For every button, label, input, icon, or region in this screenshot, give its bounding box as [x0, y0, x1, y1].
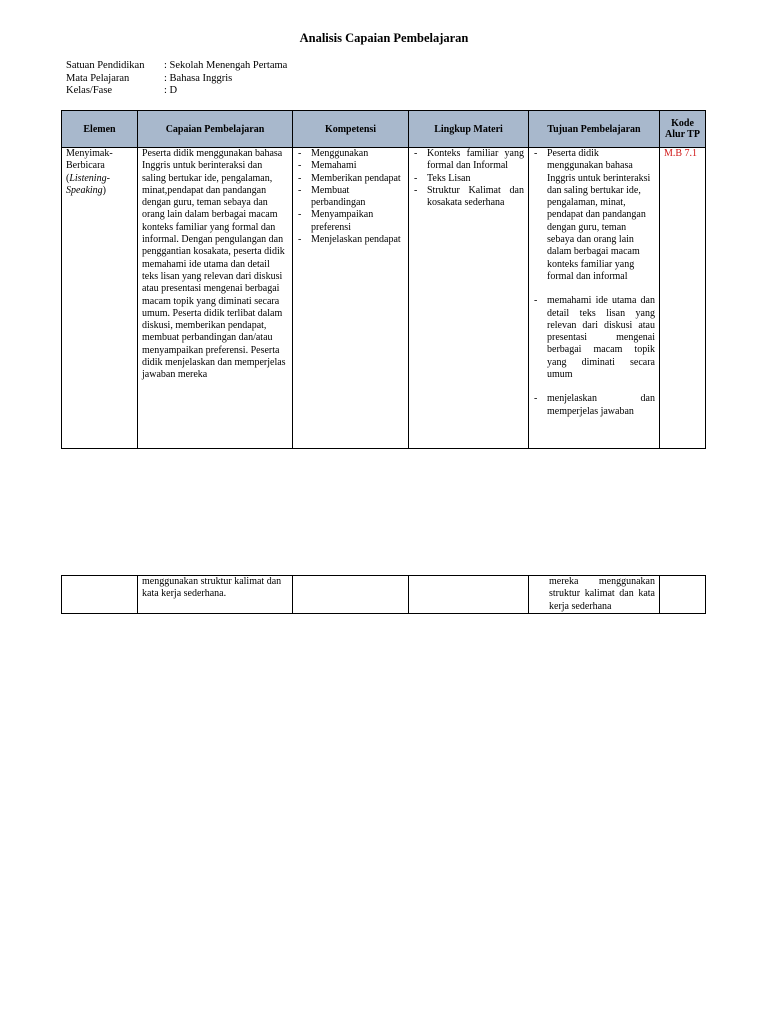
kompetensi-list — [297, 148, 404, 246]
elemen-english: Listening-Speaking — [66, 172, 110, 196]
meta-label: Satuan Pendidikan — [66, 60, 145, 71]
header-lingkup: Lingkup Materi — [409, 111, 529, 148]
meta-row-kelas — [66, 85, 287, 98]
list-item: - Teks Lisan — [413, 173, 524, 185]
meta-row-mapel — [66, 73, 287, 86]
cell-capaian: menggunakan struktur kalimat dan kata kerja sederhana. — [138, 576, 293, 614]
analysis-table — [61, 110, 706, 449]
lingkup-list — [413, 148, 524, 209]
list-item: - Konteks familiar yang formal dan Informal — [413, 148, 524, 173]
list-item: - menjelaskan dan memperjelas jawaban — [533, 393, 655, 418]
meta-label: Kelas/Fase — [66, 85, 113, 97]
header-elemen: Elemen — [62, 111, 138, 148]
list-item: - memahami ide utama dan detail teks lisan yang relevan dari diskusi atau presentasi mengenai berbagai macam topik yang diminati secara umum — [533, 295, 655, 381]
cell-tujuan: mereka menggunakan struktur kalimat dan kata kerja sederhana — [529, 576, 660, 614]
header-tujuan: Tujuan Pembelajaran — [529, 111, 660, 148]
cell-elemen — [62, 148, 138, 449]
table-row — [62, 576, 706, 614]
meta-row-satuan — [66, 60, 287, 73]
page-title: Analisis Capaian Pembelajaran — [299, 31, 469, 45]
meta-value: : Sekolah Menengah Pertama — [164, 60, 288, 71]
meta-value: : D — [164, 85, 178, 97]
meta-value: : Bahasa Inggris — [164, 72, 233, 84]
header-kompetensi: Kompetensi — [293, 111, 409, 148]
cell-kode: M.B 7.1 — [660, 148, 706, 449]
list-item: - Menggunakan — [297, 148, 404, 160]
list-item: - Menyampaikan preferensi — [297, 209, 404, 234]
meta-label: Mata Pelajaran — [66, 72, 130, 84]
tujuan-list — [533, 148, 655, 418]
table-row — [62, 148, 706, 449]
table-header-row — [62, 111, 706, 148]
list-item: - Membuat perbandingan — [297, 185, 404, 210]
cell-kode — [660, 576, 706, 614]
cell-lingkup — [409, 576, 529, 614]
analysis-table-continued — [61, 575, 706, 614]
cell-elemen — [62, 576, 138, 614]
list-item: - Memahami — [297, 160, 404, 172]
cell-tujuan — [529, 148, 660, 449]
cell-lingkup — [409, 148, 529, 449]
list-item: - Menjelaskan pendapat — [297, 234, 404, 246]
header-capaian: Capaian Pembelajaran — [138, 111, 293, 148]
cell-kompetensi — [293, 148, 409, 449]
elemen-paren: ( — [66, 172, 70, 184]
cell-capaian: Peserta didik menggunakan bahasa Inggris untuk berinteraksi dan saling bertukar ide, pengalaman, minat,pendapat dan pandangan dengan guru, teman sebaya dan orang lain dalam berbagai macam konteks familiar yang formal dan informal. Dengan pengulangan dan penggantian kosakata, peserta didik memahami ide utama dan detail teks lisan yang relevan dari diskusi atau presentasi mengenai berbagai macam topik yang diminati secara umum. Peserta didik terlibat dalam diskusi, memberikan pendapat, membuat perbandingan dan/atau menyampaikan preferensi. Peserta didik menjelaskan dan memperjelas jawaban mereka — [138, 148, 293, 449]
document-meta — [66, 60, 287, 98]
list-item: - Struktur Kalimat dan kosakata sederhana — [413, 185, 524, 210]
list-item: - Memberikan pendapat — [297, 173, 404, 185]
list-item: - Peserta didik menggunakan bahasa Inggris untuk berinteraksi dan saling bertukar ide, pengalaman, minat, pendapat dan pandangan dengan guru, teman sebaya dan orang lain dalam berbagai macam konteks familiar yang formal dan informal — [533, 148, 655, 283]
elemen-text: Menyimak-Berbicara — [66, 148, 113, 172]
cell-kompetensi — [293, 576, 409, 614]
header-kode: Kode Alur TP — [660, 111, 706, 148]
elemen-paren: ) — [102, 184, 106, 196]
